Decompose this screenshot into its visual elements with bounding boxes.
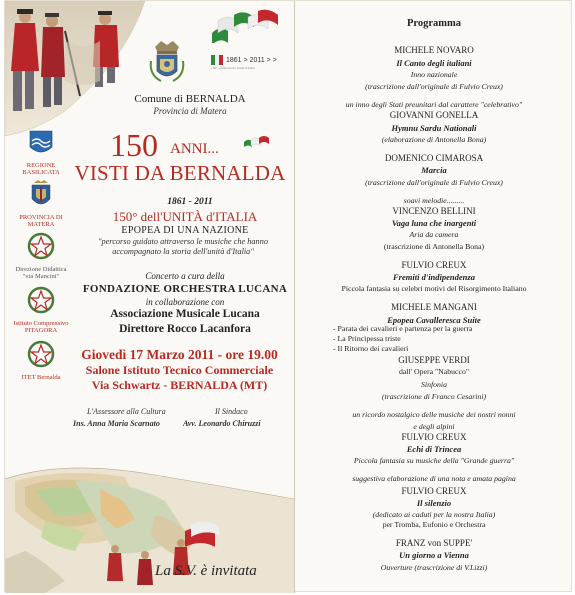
anniversary-subtitle: 150° anniversario Unità d'Italia xyxy=(211,66,255,70)
programma-line-sub: Piccola fantasia su celebri motivi del Risorgimento Italiano xyxy=(341,284,527,293)
event-dates: 1861 - 2011 xyxy=(167,197,213,207)
unita-italia-title: 150° dell'UNITÀ d'ITALIA xyxy=(112,209,258,224)
programma-line-comp: MICHELE MANGANI xyxy=(391,302,477,312)
programma-line-note: (dedicato ai caduti per la nostra Italia) xyxy=(372,510,496,519)
programma-line-piece: Il silenzio xyxy=(416,498,452,508)
visti-da-bernalda-title: VISTI DA BERNALDA xyxy=(74,161,286,185)
associazione-musicale: Associazione Musicale Lucana xyxy=(110,308,260,320)
regione-basilicata-label: REGIONE BASILICATA xyxy=(22,162,60,177)
direttore-name: Direttore Rocco Lacanfora xyxy=(119,323,251,335)
anniversary-badge xyxy=(211,54,281,70)
percorso-description xyxy=(72,237,294,256)
sindaco-name: Avv. Leonardo Chiruzzi xyxy=(183,419,261,428)
programma-line-comp: GIUSEPPE VERDI xyxy=(398,355,470,365)
event-date-time: Giovedì 17 Marzo 2011 - ore 19.00 xyxy=(81,347,278,362)
percorso-line-1: "percorso guidato attraverso le musiche che hanno xyxy=(97,237,268,246)
suite-movement-item: - Il Ritorno dei cavalieri xyxy=(333,344,409,353)
programma-line-note: Piccola fantasia su musiche della "Grande guerra" xyxy=(353,456,515,465)
programma-line-comp: MICHELE NOVARO xyxy=(394,45,474,55)
programma-line-sub: dall' Opera "Nabucco" xyxy=(398,367,470,376)
programma-line-intro: suggestiva elaborazione di una nota e amata pagina xyxy=(352,474,516,483)
fondazione-orchestra: FONDAZIONE ORCHESTRA LUCANA xyxy=(82,283,288,295)
itet-bernalda-label: ITET Bernalda xyxy=(21,374,61,381)
programma-line-piece: Fremiti d'indipendenza xyxy=(393,272,475,282)
programma-line-comp: DOMENICO CIMAROSA xyxy=(384,153,484,163)
big-150-number: 150 xyxy=(110,127,158,163)
istituto-pitagora-label: Istituto Comprensivo PITAGORA xyxy=(13,320,69,335)
assessore-name: Ins. Anna Maria Scarnato xyxy=(73,419,160,428)
programma-line-comp: FULVIO CREUX xyxy=(401,432,467,442)
concerto-label: Concerto a cura della xyxy=(145,271,225,281)
suite-movement-item: - Parata dei cavalieri e partenza per la guerra xyxy=(333,324,473,333)
programma-line-note: Ouverture (trascrizione di V.Lizzi) xyxy=(380,563,488,572)
italian-republic-emblem-icon xyxy=(26,339,56,369)
brochure-sheet xyxy=(4,0,572,592)
provincia-matera-emblem-icon xyxy=(28,179,54,209)
programma-line-piece: Hymnu Sardu Nationali xyxy=(391,123,477,133)
event-venue: Salone Istituto Tecnico Commerciale xyxy=(85,363,274,377)
programma-line-comp: FULVIO CREUX xyxy=(401,486,467,496)
programma-line-sub: per Tromba, Eufonio e Orchestra xyxy=(382,520,486,529)
provincia-subtitle: Provincia di Matera xyxy=(153,106,227,116)
programma-panel xyxy=(295,1,573,593)
collaborazione-label: in collaborazione con xyxy=(145,297,225,307)
bernalda-coat-of-arms-icon xyxy=(147,37,187,87)
programma-line-comp: VINCENZO BELLINI xyxy=(392,206,476,216)
italian-republic-emblem-icon xyxy=(26,285,56,315)
invitation-script: La S.V. è invitata xyxy=(155,563,257,579)
sindaco-role: Il Sindaco xyxy=(215,407,248,416)
waving-flags-graphic xyxy=(210,7,280,43)
logo-provincia-matera xyxy=(13,179,69,228)
programma-line-note: Inno nazionale xyxy=(410,70,458,79)
programma-line-intro: e degli alpini xyxy=(413,422,455,431)
programma-line-sub: (trascrizione di Antonella Bona) xyxy=(383,242,485,251)
programma-line-intro: soavi melodie......... xyxy=(403,196,465,205)
programma-line-piece: Il Canto degli italiani xyxy=(396,58,472,68)
programma-line-comp: FRANZ von SUPPE' xyxy=(395,538,473,548)
programma-line-note: (trascrizione dall'originale di Fulvio Creux) xyxy=(365,82,503,91)
programma-line-piece: Un giorno a Vienna xyxy=(399,550,469,560)
logo-istituto-pitagora xyxy=(13,285,69,334)
logo-itet-bernalda xyxy=(13,339,69,381)
programma-line-intro: un inno degli Stati preunitari dal carattere "celebrativo" xyxy=(345,100,523,109)
programma-line-note: Aria da camera xyxy=(409,230,459,239)
programma-line-note: (elaborazione di Antonella Bona) xyxy=(381,135,487,144)
event-address: Via Schwartz - BERNALDA (MT) xyxy=(91,378,268,392)
direzione-didattica-label: Direzione Didattica "via Mancini" xyxy=(15,266,67,281)
anni-label: ANNI... xyxy=(170,141,219,157)
suite-movement-item: - La Principessa triste xyxy=(333,334,401,343)
programma-line-piece: Echi di Trincea xyxy=(406,444,462,454)
programma-line-comp: FULVIO CREUX xyxy=(401,260,467,270)
logo-direzione-didattica xyxy=(13,231,69,280)
comune-title: Comune di BERNALDA xyxy=(134,93,246,105)
programma-line-piece: Epopea Cavalleresca Suite xyxy=(387,315,481,325)
italian-republic-emblem-icon xyxy=(26,231,56,261)
percorso-line-2: accompagnato la storia dell'unità d'Italia" xyxy=(112,246,254,256)
tricolor-flag-icon xyxy=(242,134,270,148)
programma-line-piece: Marcia xyxy=(421,165,447,175)
programma-line-note: Sinfonia xyxy=(421,380,447,389)
logo-regione-basilicata xyxy=(13,129,69,176)
provincia-matera-label: PROVINCIA DI MATERA xyxy=(19,214,63,229)
mini-tricolor-icon xyxy=(211,55,223,65)
anniversary-years: 1861 > 2011 > > xyxy=(226,56,277,64)
programma-line-comp: GIOVANNI GONELLA xyxy=(389,110,479,120)
assessore-role: L'Assessore alla Cultura xyxy=(87,407,166,416)
epopea-subtitle: EPOPEA DI UNA NAZIONE xyxy=(121,225,249,236)
garibaldini-painting-illustration xyxy=(5,1,145,141)
programma-title: Programma xyxy=(406,18,462,29)
programma-line-note: (trascrizione di Franco Cesarini) xyxy=(381,392,487,401)
regione-basilicata-emblem-icon xyxy=(28,129,54,157)
cover-panel xyxy=(5,1,294,593)
programma-line-piece: Vaga luna che inargenti xyxy=(391,218,477,228)
programma-line-intro: un ricordo nostalgico delle musiche dei nostri nonni xyxy=(352,410,516,419)
programma-line-note: (trascrizione dall'originale di Fulvio Creux) xyxy=(365,178,503,187)
